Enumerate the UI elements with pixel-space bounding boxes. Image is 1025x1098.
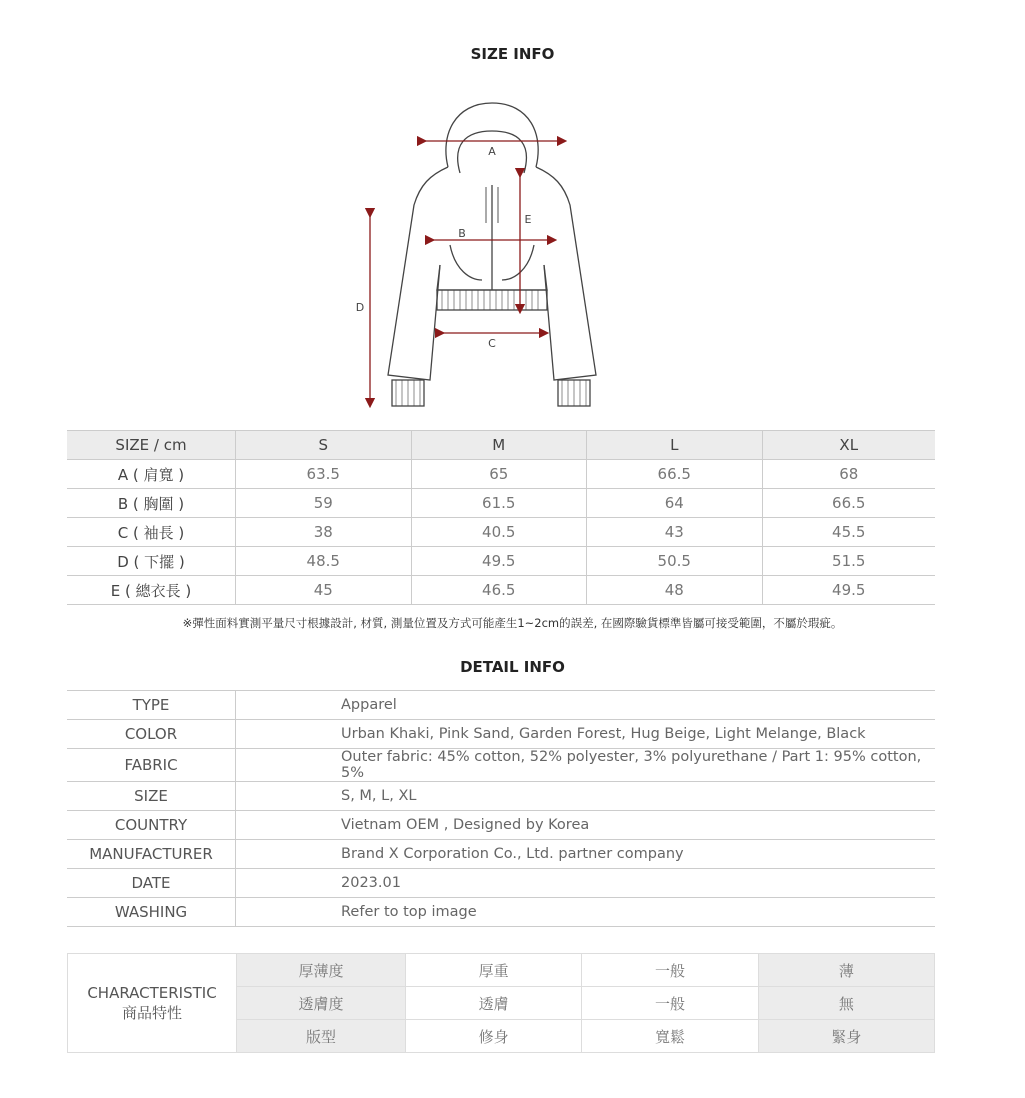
table-row bbox=[68, 954, 935, 987]
detail-key: WASHING bbox=[67, 898, 236, 927]
size-header-cell: S bbox=[236, 431, 412, 460]
size-cell: 64 bbox=[587, 489, 763, 518]
size-row-label: B ( 胸圍 ) bbox=[67, 489, 236, 518]
detail-value: Refer to top image bbox=[236, 898, 936, 927]
size-cell: 48.5 bbox=[236, 547, 412, 576]
size-cell: 46.5 bbox=[411, 576, 587, 605]
detail-key: TYPE bbox=[67, 691, 236, 720]
detail-value: Outer fabric: 45% cotton, 52% polyester, 3% polyurethane / Part 1: 95% cotton, 5% bbox=[236, 749, 936, 782]
characteristic-heading bbox=[68, 954, 237, 1053]
size-row-label: E ( 總衣長 ) bbox=[67, 576, 236, 605]
size-row-label: A ( 肩寬 ) bbox=[67, 460, 236, 489]
size-info-title: SIZE INFO bbox=[470, 45, 555, 63]
size-header-cell: XL bbox=[762, 431, 935, 460]
table-row bbox=[67, 811, 935, 840]
size-cell: 66.5 bbox=[587, 460, 763, 489]
characteristic-label: 厚薄度 bbox=[237, 954, 406, 987]
size-cell: 43 bbox=[587, 518, 763, 547]
detail-key: DATE bbox=[67, 869, 236, 898]
characteristic-label: 透膚度 bbox=[237, 987, 406, 1020]
detail-value: Apparel bbox=[236, 691, 936, 720]
size-cell: 40.5 bbox=[411, 518, 587, 547]
characteristic-option: 一般 bbox=[582, 954, 758, 987]
table-row bbox=[67, 576, 935, 605]
label-a: A bbox=[488, 145, 496, 158]
characteristic-heading-zh: 商品特性 bbox=[121, 1004, 182, 1022]
detail-key: COLOR bbox=[67, 720, 236, 749]
characteristic-option: 薄 bbox=[758, 954, 934, 987]
table-row bbox=[67, 782, 935, 811]
detail-key: FABRIC bbox=[67, 749, 236, 782]
size-cell: 61.5 bbox=[411, 489, 587, 518]
characteristic-option: 緊身 bbox=[758, 1020, 934, 1053]
size-cell: 59 bbox=[236, 489, 412, 518]
size-table bbox=[67, 430, 935, 605]
size-header-cell: M bbox=[411, 431, 587, 460]
table-row bbox=[67, 869, 935, 898]
size-cell: 66.5 bbox=[762, 489, 935, 518]
characteristic-heading-en: CHARACTERISTIC bbox=[87, 984, 217, 1002]
size-cell: 49.5 bbox=[411, 547, 587, 576]
table-row bbox=[67, 547, 935, 576]
table-row bbox=[67, 460, 935, 489]
characteristic-table bbox=[67, 953, 935, 1053]
detail-value: Brand X Corporation Co., Ltd. partner company bbox=[236, 840, 936, 869]
table-row bbox=[67, 898, 935, 927]
size-cell: 48 bbox=[587, 576, 763, 605]
detail-key: COUNTRY bbox=[67, 811, 236, 840]
size-cell: 68 bbox=[762, 460, 935, 489]
characteristic-option: 無 bbox=[758, 987, 934, 1020]
label-b: B bbox=[458, 227, 466, 240]
size-cell: 45.5 bbox=[762, 518, 935, 547]
table-row bbox=[67, 691, 935, 720]
size-cell: 45 bbox=[236, 576, 412, 605]
table-row bbox=[67, 489, 935, 518]
detail-value: Vietnam OEM , Designed by Korea bbox=[236, 811, 936, 840]
detail-key: SIZE bbox=[67, 782, 236, 811]
size-cell: 49.5 bbox=[762, 576, 935, 605]
measurement-note: ※彈性面料實測平量尺寸根據設計, 材質, 測量位置及方式可能產生1~2cm的誤差, 在國際驗貨標準皆屬可接受範圍，不屬於瑕疵。 bbox=[182, 616, 843, 630]
label-e: E bbox=[524, 213, 532, 226]
characteristic-option: 修身 bbox=[406, 1020, 582, 1053]
size-cell: 50.5 bbox=[587, 547, 763, 576]
detail-value: Urban Khaki, Pink Sand, Garden Forest, Hug Beige, Light Melange, Black bbox=[236, 720, 936, 749]
characteristic-label: 版型 bbox=[237, 1020, 406, 1053]
size-cell: 51.5 bbox=[762, 547, 935, 576]
characteristic-option: 厚重 bbox=[406, 954, 582, 987]
size-cell: 38 bbox=[236, 518, 412, 547]
label-c: C bbox=[488, 337, 496, 350]
detail-table bbox=[67, 690, 935, 927]
table-row bbox=[67, 749, 935, 782]
size-header-cell: SIZE / cm bbox=[67, 431, 236, 460]
label-d: D bbox=[355, 301, 365, 314]
size-header-cell: L bbox=[587, 431, 763, 460]
size-cell: 65 bbox=[411, 460, 587, 489]
table-row bbox=[67, 518, 935, 547]
characteristic-option: 一般 bbox=[582, 987, 758, 1020]
detail-key: MANUFACTURER bbox=[67, 840, 236, 869]
hoodie-measurement-diagram bbox=[340, 95, 620, 415]
size-row-label: D ( 下擺 ) bbox=[67, 547, 236, 576]
size-row-label: C ( 袖長 ) bbox=[67, 518, 236, 547]
characteristic-option: 寬鬆 bbox=[582, 1020, 758, 1053]
detail-value: 2023.01 bbox=[236, 869, 936, 898]
detail-info-title: DETAIL INFO bbox=[460, 658, 565, 676]
size-table-header bbox=[67, 431, 935, 460]
table-row bbox=[67, 840, 935, 869]
table-row bbox=[67, 720, 935, 749]
detail-value: S, M, L, XL bbox=[236, 782, 936, 811]
characteristic-option: 透膚 bbox=[406, 987, 582, 1020]
size-cell: 63.5 bbox=[236, 460, 412, 489]
